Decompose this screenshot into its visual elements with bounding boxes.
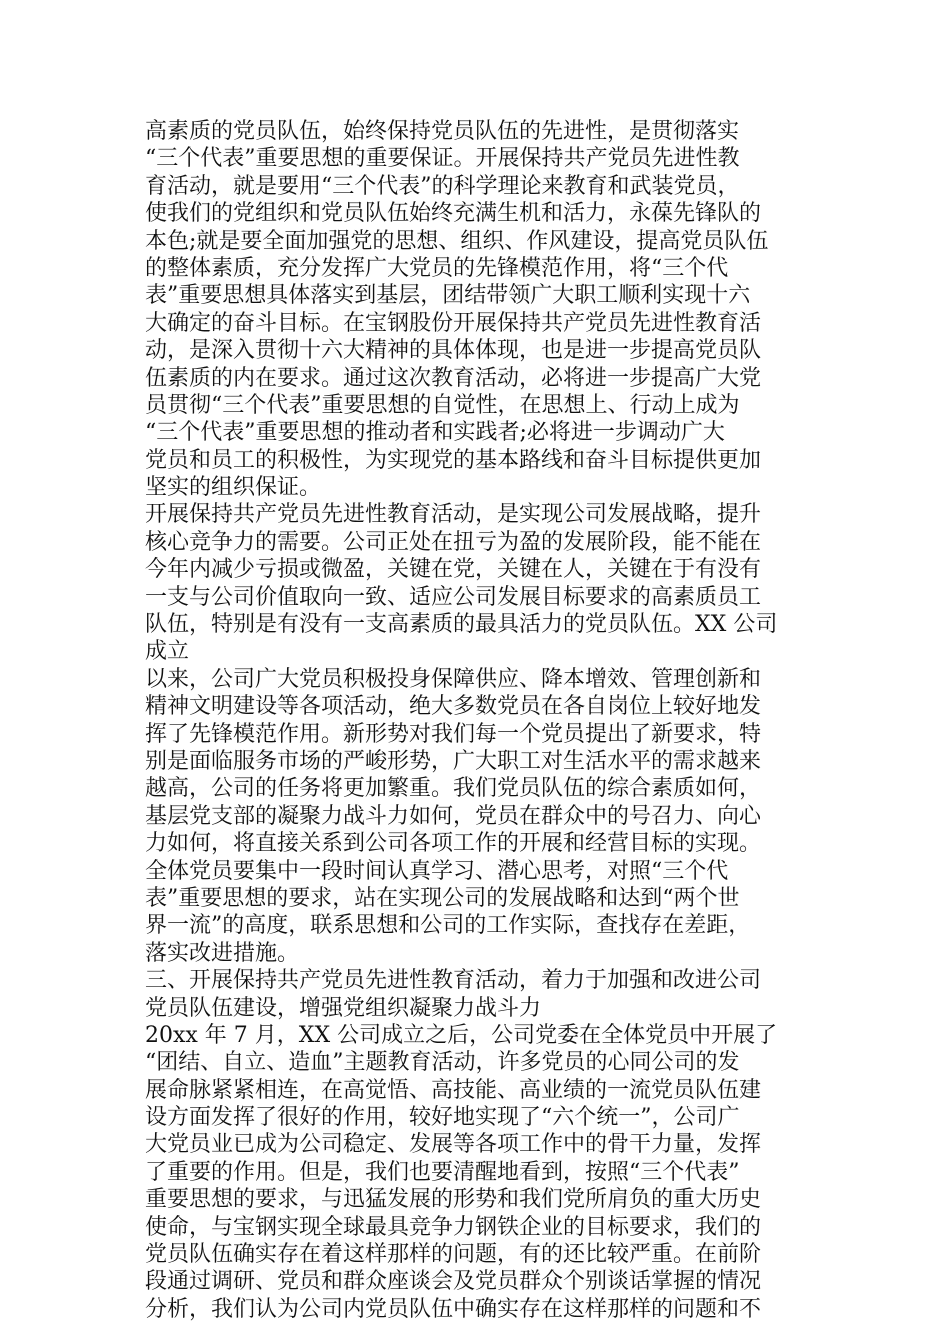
text-line: 今年内减少亏损或微盈，关键在党，关键在人，关键在于有没有 xyxy=(145,557,762,583)
text-line: 党员队伍确实存在着这样那样的问题，有的还比较严重。在前阶 xyxy=(145,1242,762,1268)
text-line: 段通过调研、党员和群众座谈会及党员群众个别谈话掌握的情况 xyxy=(145,1269,762,1295)
text-line: 育活动，就是要用“三个代表”的科学理论来教育和武装党员， xyxy=(145,173,740,199)
text-line: 全体党员要集中一段时间认真学习、潜心思考，对照“三个代 xyxy=(145,858,729,884)
section-heading-line: 党员队伍建设，增强党组织凝聚力战斗力 xyxy=(145,995,542,1021)
document-body xyxy=(145,118,813,1323)
text-line: “团结、自立、造血”主题教育活动，许多党员的心同公司的发 xyxy=(145,1050,740,1076)
text-line: 了重要的作用。但是，我们也要清醒地看到，按照“三个代表” xyxy=(145,1159,740,1185)
text-line: 高素质的党员队伍，始终保持党员队伍的先进性，是贯彻落实 xyxy=(145,119,740,144)
text-line: 力如何，将直接关系到公司各项工作的开展和经营目标的实现。 xyxy=(145,831,762,857)
text-line: 使我们的党组织和党员队伍始终充满生机和活力，永葆先锋队的 xyxy=(145,201,762,227)
text-line: 成立 xyxy=(145,639,190,665)
text-line: 落实改进措施。 xyxy=(145,940,300,966)
text-line: 开展保持共产党员先进性教育活动，是实现公司发展战略，提升 xyxy=(145,502,762,528)
text-line: 使命，与宝钢实现全球最具竞争力钢铁企业的目标要求，我们的 xyxy=(145,1214,762,1240)
text-line: “三个代表”重要思想的重要保证。开展保持共产党员先进性教 xyxy=(145,146,740,172)
text-line: “三个代表”重要思想的推动者和实践者;必将进一步调动广大 xyxy=(145,420,725,446)
text-line: 分析，我们认为公司内党员队伍中确实存在这样那样的问题和不 xyxy=(145,1296,762,1322)
text-line: 以来，公司广大党员积极投身保障供应、降本增效、管理创新和 xyxy=(145,666,762,692)
text-line: 党员和员工的积极性，为实现党的基本路线和奋斗目标提供更加 xyxy=(145,447,762,473)
text-line: 别是面临服务市场的严峻形势，广大职工对生活水平的需求越来 xyxy=(145,748,762,774)
text-line: 核心竞争力的需要。公司正处在扭亏为盈的发展阶段，能不能在 xyxy=(145,529,762,555)
text-line: 坚实的组织保证。 xyxy=(145,475,322,501)
text-line: 本色;就是要全面加强党的思想、组织、作风建设，提高党员队伍 xyxy=(145,228,769,254)
text-line: 员贯彻“三个代表”重要思想的自觉性，在思想上、行动上成为 xyxy=(145,392,740,418)
text-line: 基层党支部的凝聚力战斗力如何，党员在群众中的号召力、向心 xyxy=(145,803,762,829)
section-heading-line: 三、开展保持共产党员先进性教育活动，着力于加强和改进公司 xyxy=(145,968,762,994)
text-line: 表”重要思想具体落实到基层，团结带领广大职工顺利实现十六 xyxy=(145,283,751,309)
text-line: 大党员业已成为公司稳定、发展等各项工作中的骨干力量，发挥 xyxy=(145,1132,762,1158)
text-line: 越高，公司的任务将更加繁重。我们党员队伍的综合素质如何， xyxy=(145,776,762,802)
text-line: 伍素质的内在要求。通过这次教育活动，必将进一步提高广大党 xyxy=(145,365,762,391)
text-line: 一支与公司价值取向一致、适应公司发展目标要求的高素质员工 xyxy=(145,584,762,610)
text-line: 队伍，特别是有没有一支高素质的最具活力的党员队伍。XX 公司 xyxy=(145,612,778,638)
text-line: 设方面发挥了很好的作用，较好地实现了“六个统一”，公司广 xyxy=(145,1105,740,1131)
text-line: 界一流”的高度，联系思想和公司的工作实际，查找存在差距， xyxy=(145,913,751,939)
text-line: 精神文明建设等各项活动，绝大多数党员在各自岗位上较好地发 xyxy=(145,694,762,720)
text-line: 20xx 年 7 月，XX 公司成立之后，公司党委在全体党员中开展了 xyxy=(145,1022,778,1048)
text-line: 展命脉紧紧相连，在高觉悟、高技能、高业绩的一流党员队伍建 xyxy=(145,1077,762,1103)
text-line: 的整体素质，充分发挥广大党员的先锋模范作用，将“三个代 xyxy=(145,255,729,281)
text-line: 动，是深入贯彻十六大精神的具体体现，也是进一步提高党员队 xyxy=(145,338,762,364)
text-line: 大确定的奋斗目标。在宝钢股份开展保持共产党员先进性教育活 xyxy=(145,310,762,336)
text-line: 表”重要思想的要求，站在实现公司的发展战略和达到“两个世 xyxy=(145,885,740,911)
text-line: 重要思想的要求，与迅猛发展的形势和我们党所肩负的重大历史 xyxy=(145,1187,762,1213)
text-line: 挥了先锋模范作用。新形势对我们每一个党员提出了新要求，特 xyxy=(145,721,762,747)
